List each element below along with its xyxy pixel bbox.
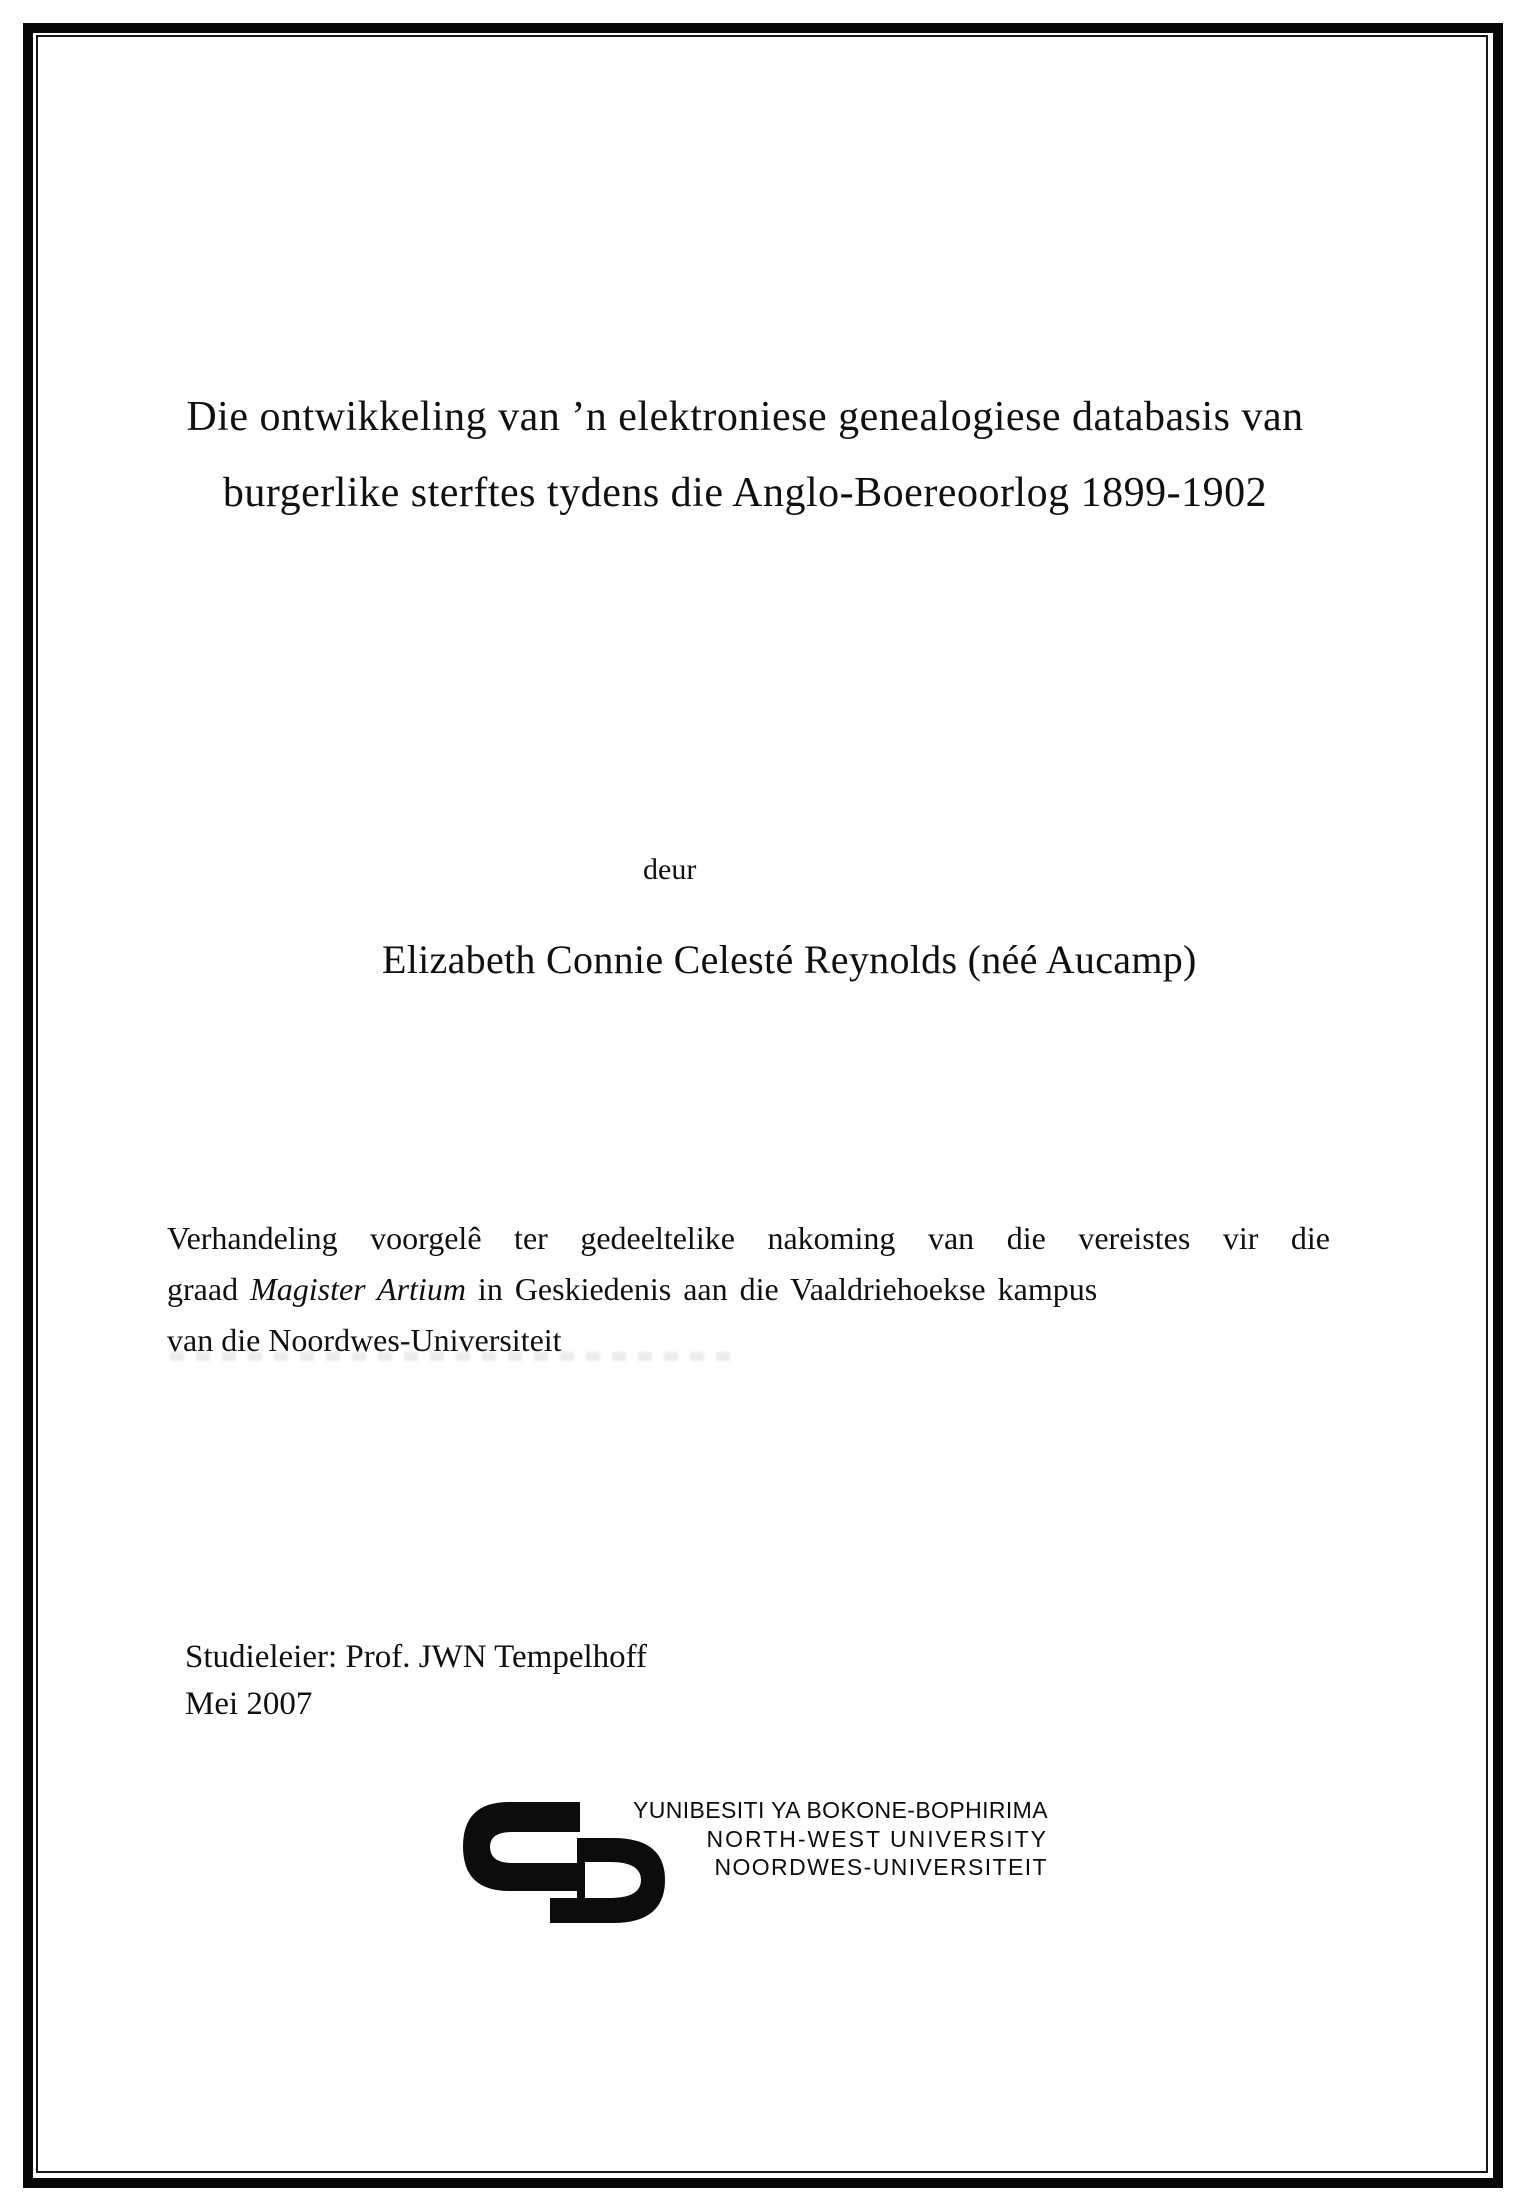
thesis-title-line1: Die ontwikkeling van ’n elektroniese genealogiese databasis van [186, 394, 1304, 440]
date-line: Mei 2007 [185, 1686, 313, 1722]
degree-name-italic: Magister Artium [250, 1271, 466, 1307]
university-logo [463, 1796, 1048, 1928]
degree-statement-line1: Verhandeling voorgelê ter gedeeltelike nakoming van die vereistes vir die [167, 1220, 1330, 1256]
degree-statement-line3: van die Noordwes-Universiteit [167, 1322, 562, 1358]
thesis-title [160, 392, 1330, 518]
thesis-title-line2: burgerlike sterftes tydens die Anglo-Boereoorlog 1899-1902 [222, 470, 1268, 516]
author-name: Elizabeth Connie Celesté Reynolds (néé Aucamp) [382, 937, 1197, 982]
scan-bleedthrough-artifact [170, 1352, 730, 1361]
degree-statement-line2 [167, 1264, 1330, 1315]
degree-statement-line2-post: in Geskiedenis aan die Vaaldriehoekse kampus [465, 1271, 1098, 1307]
logo-line-afrikaans: NOORDWES-UNIVERSITEIT [714, 1854, 1048, 1880]
degree-statement [167, 1213, 1330, 1366]
degree-statement-line2-pre: graad [167, 1271, 251, 1307]
university-logo-text [633, 1796, 1048, 1882]
supervisor-line: Studieleier: Prof. JWN Tempelhoff [185, 1639, 648, 1675]
logo-line-english: NORTH-WEST UNIVERSITY [706, 1825, 1048, 1852]
supervisor-block [185, 1634, 647, 1728]
byline-deur-label: deur [643, 853, 697, 886]
logo-line-setswana: YUNIBESITI YA BOKONE-BOPHIRIMA [632, 1797, 1048, 1823]
